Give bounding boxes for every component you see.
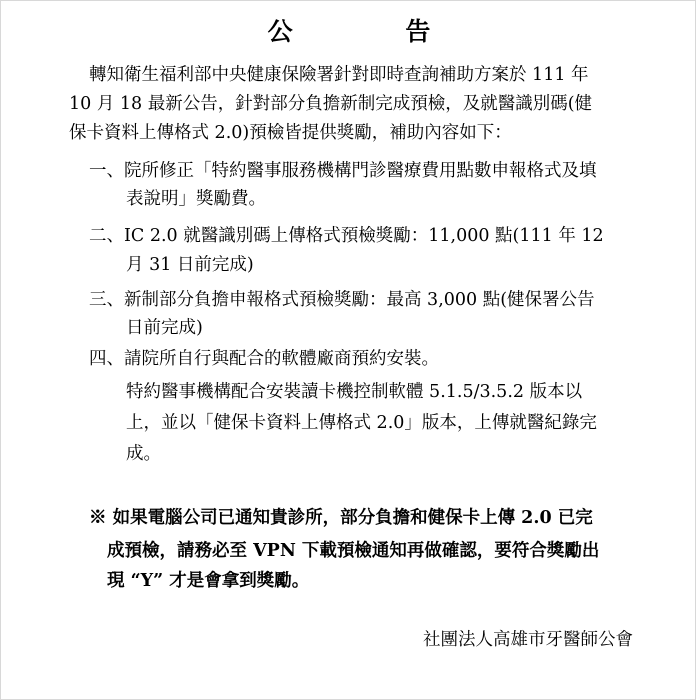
item-4-line-4: 成。 xyxy=(126,444,161,464)
reminder-line-3: 現 “Y” 才是會拿到獎勵。 xyxy=(107,571,310,591)
item-3-line-2: 日前完成) xyxy=(126,318,203,338)
intro-line-1: 轉知衛生福利部中央健康保險署針對即時查詢補助方案於 111 年 xyxy=(89,65,589,85)
issuer-signature: 社團法人高雄市牙醫師公會 xyxy=(423,630,633,650)
intro-line-2: 10 月 18 最新公告，針對部分負擔新制完成預檢，及就醫識別碼(健 xyxy=(69,94,593,114)
item-2-line-1: 二、IC 2.0 就醫識別碼上傳格式預檢獎勵：11,000 點(111 年 12 xyxy=(89,226,604,246)
item-1-line-2: 表說明」獎勵費。 xyxy=(126,189,266,209)
item-2-line-2: 月 31 日前完成) xyxy=(126,255,254,275)
item-3-line-1: 三、新制部分負擔申報格式預檢獎勵：最高 3,000 點(健保署公告 xyxy=(89,290,595,310)
item-4-line-2: 特約醫事機構配合安裝讀卡機控制軟體 5.1.5/3.5.2 版本以 xyxy=(126,382,583,402)
reminder-line-1: ※ 如果電腦公司已通知貴診所，部分負擔和健保卡上傳 2.0 已完 xyxy=(89,508,593,528)
item-4-line-1: 四、請院所自行與配合的軟體廠商預約安裝。 xyxy=(89,349,439,369)
item-1-line-1: 一、院所修正「特約醫事服務機構門診醫療費用點數申報格式及填 xyxy=(89,161,597,181)
notice-title: 公 告 xyxy=(267,17,483,46)
item-4-line-3: 上，並以「健保卡資料上傳格式 2.0」版本，上傳就醫紀錄完 xyxy=(126,413,597,433)
intro-line-3: 保卡資料上傳格式 2.0)預檢皆提供獎勵，補助內容如下： xyxy=(69,123,512,143)
reminder-line-2: 成預檢，請務必至 VPN 下載預檢通知再做確認，要符合獎勵出 xyxy=(107,541,600,561)
